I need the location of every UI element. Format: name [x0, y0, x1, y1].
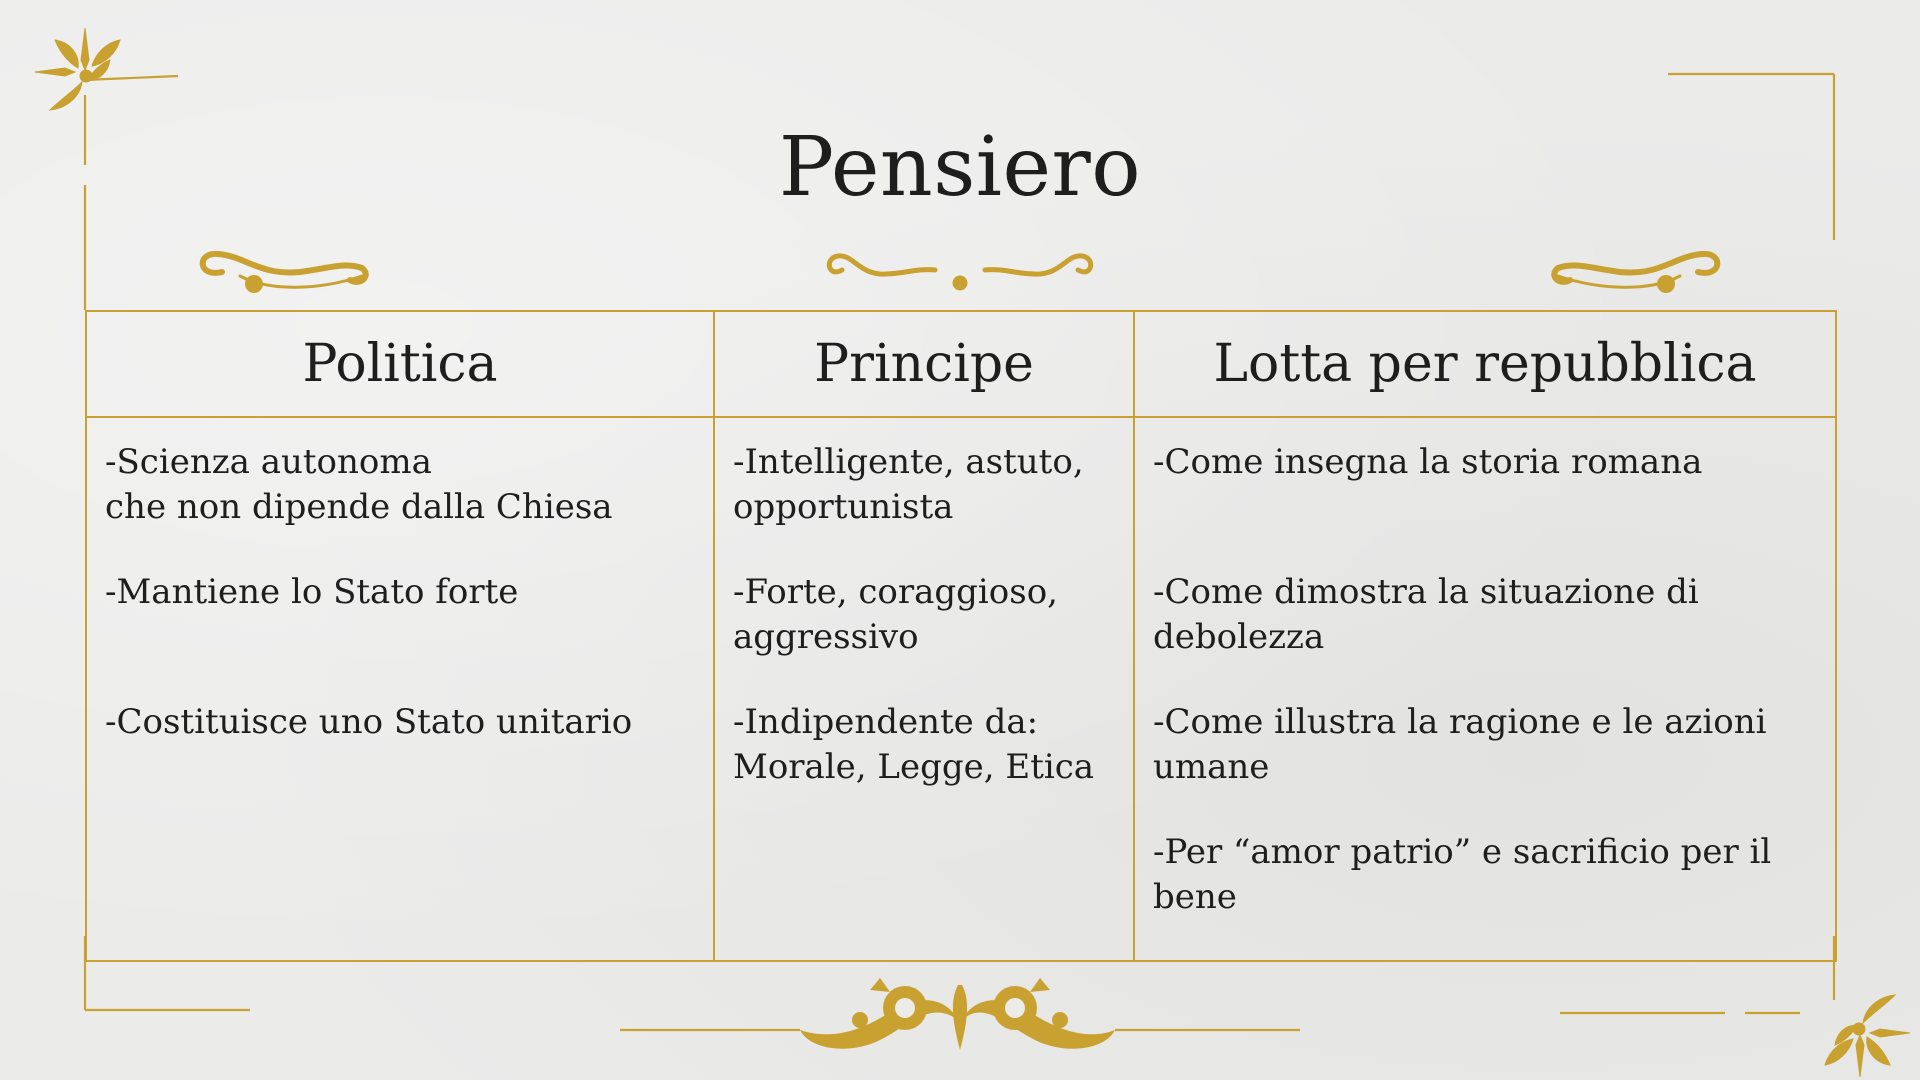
table-header-row	[86, 311, 1836, 417]
scroll-ornament-icon	[1554, 254, 1717, 290]
page-title: Pensiero	[778, 120, 1142, 215]
list-item	[1153, 830, 1817, 920]
header-politica: Politica	[86, 311, 714, 417]
item-text: -Come illustra la ragione e le azioni	[1153, 702, 1767, 742]
list-item	[1153, 570, 1817, 660]
item-text: -Costituisce uno Stato unitario	[105, 702, 633, 742]
item-text: aggressivo	[733, 617, 919, 657]
item-text: -Come dimostra la situazione di	[1153, 572, 1699, 612]
list-item	[1153, 700, 1817, 790]
header-lotta-per-repubblica: Lotta per repubblica	[1134, 311, 1836, 417]
list-item	[733, 700, 1115, 790]
item-text: umane	[1153, 747, 1270, 787]
corner-flourish-icon	[1825, 995, 1910, 1077]
item-text: -Per “amor patrio” e sacrificio per il	[1153, 832, 1772, 872]
item-text: -Scienza autonoma	[105, 442, 432, 482]
item-text: che non dipende dalla Chiesa	[105, 487, 613, 527]
list-item	[105, 570, 695, 615]
header-principe: Principe	[714, 311, 1134, 417]
item-text: bene	[1153, 877, 1237, 917]
comparison-table	[85, 310, 1837, 962]
column-principe	[714, 417, 1134, 961]
column-politica	[86, 417, 714, 961]
list-item	[733, 570, 1115, 660]
floral-ornament-icon	[800, 978, 1115, 1050]
column-lotta-per-repubblica	[1134, 417, 1836, 961]
item-text: -Forte, coraggioso,	[733, 572, 1058, 612]
item-text: -Mantiene lo Stato forte	[105, 572, 519, 612]
table-row	[86, 417, 1836, 961]
list-item	[1153, 440, 1817, 485]
item-text: Morale, Legge, Etica	[733, 747, 1095, 787]
scroll-ornament-icon	[203, 254, 366, 290]
list-item	[733, 440, 1115, 530]
item-text: -Intelligente, astuto,	[733, 442, 1084, 482]
corner-flourish-icon	[35, 28, 120, 110]
item-text: opportunista	[733, 487, 954, 527]
list-item	[105, 700, 695, 745]
item-text: -Indipendente da:	[733, 702, 1039, 742]
scroll-ornament-icon	[829, 256, 1090, 288]
list-item	[105, 440, 695, 530]
item-text: debolezza	[1153, 617, 1325, 657]
item-text: -Come insegna la storia romana	[1153, 442, 1703, 482]
